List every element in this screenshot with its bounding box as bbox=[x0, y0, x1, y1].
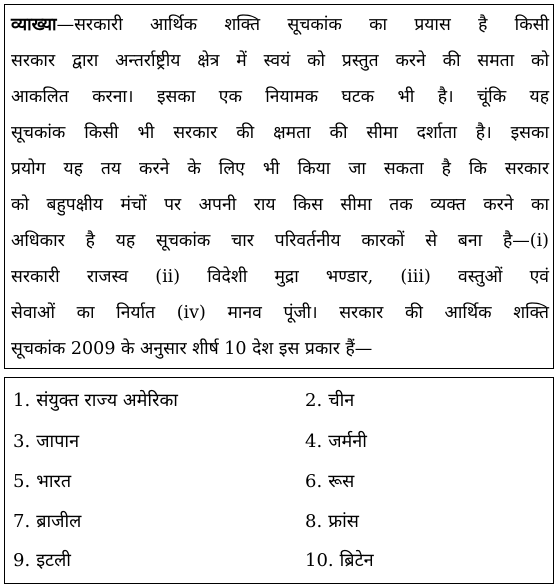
item-number: 1. bbox=[13, 390, 31, 411]
list-item bbox=[305, 505, 359, 539]
explanation-line-1 bbox=[11, 7, 549, 43]
list-item bbox=[305, 465, 354, 499]
item-number: 7. bbox=[13, 511, 31, 532]
list-item bbox=[13, 505, 81, 539]
explanation-line-2: सरकार द्वारा अन्तर्राष्ट्रीय क्षेत्र में स्वयं को प्रस्तुत करने की समता को bbox=[11, 51, 549, 71]
country-name: ब्रिटेन bbox=[339, 550, 374, 571]
explanation-line-9: सेवाओं का निर्यात (iv) मानव पूंजी। सरकार की आर्थिक शक्ति bbox=[11, 303, 549, 323]
explanation-line-3: आकलित करना। इसका एक नियामक घटक भी है। चूंकि यह bbox=[11, 87, 549, 107]
country-name: इटली bbox=[36, 550, 71, 571]
item-number: 10. bbox=[305, 550, 334, 571]
explanation-line-7: अधिकार है यह सूचकांक चार परिवर्तनीय कारकों से बना है—(i) bbox=[11, 231, 549, 251]
country-name: रूस bbox=[328, 471, 355, 492]
item-number: 2. bbox=[305, 390, 323, 411]
country-name: जापान bbox=[36, 431, 80, 452]
list-item bbox=[305, 425, 367, 459]
explanation-line-8: सरकारी राजस्व (ii) विदेशी मुद्रा भण्डार, (iii) वस्तुओं एवं bbox=[11, 267, 549, 287]
list-item bbox=[13, 544, 71, 578]
explanation-line-6: को बहुपक्षीय मंचों पर अपनी राय किस सीमा तक व्यक्त करने का bbox=[11, 195, 549, 215]
explanation-box bbox=[4, 4, 554, 369]
country-name: जर्मनी bbox=[328, 431, 367, 452]
explanation-line-5: प्रयोग यह तय करने के लिए भी किया जा सकता है कि सरकार bbox=[11, 159, 549, 179]
explanation-line-4: सूचकांक किसी भी सरकार की क्षमता की सीमा दर्शाता है। इसका bbox=[11, 123, 549, 143]
list-item bbox=[13, 384, 178, 418]
country-name: ब्राजील bbox=[36, 511, 82, 532]
item-number: 4. bbox=[305, 431, 323, 452]
list-item bbox=[305, 544, 374, 578]
item-number: 5. bbox=[13, 471, 31, 492]
item-number: 8. bbox=[305, 511, 323, 532]
country-list bbox=[4, 377, 554, 584]
country-name: भारत bbox=[36, 471, 72, 492]
list-item bbox=[13, 465, 71, 499]
item-number: 3. bbox=[13, 431, 31, 452]
explanation-text: —सरकारी आर्थिक शक्ति सूचकांक का प्रयास है किसी bbox=[56, 15, 549, 35]
item-number: 6. bbox=[305, 471, 323, 492]
explanation-heading: व्याख्या bbox=[11, 15, 57, 35]
item-number: 9. bbox=[13, 550, 31, 571]
country-name: संयुक्त राज्य अमेरिका bbox=[36, 390, 178, 411]
explanation-line-10: सूचकांक 2009 के अनुसार शीर्ष 10 देश इस प्रकार हैं— bbox=[11, 339, 373, 359]
list-item bbox=[305, 384, 354, 418]
country-name: फ्रांस bbox=[328, 511, 359, 532]
list-item bbox=[13, 425, 79, 459]
country-name: चीन bbox=[328, 390, 355, 411]
